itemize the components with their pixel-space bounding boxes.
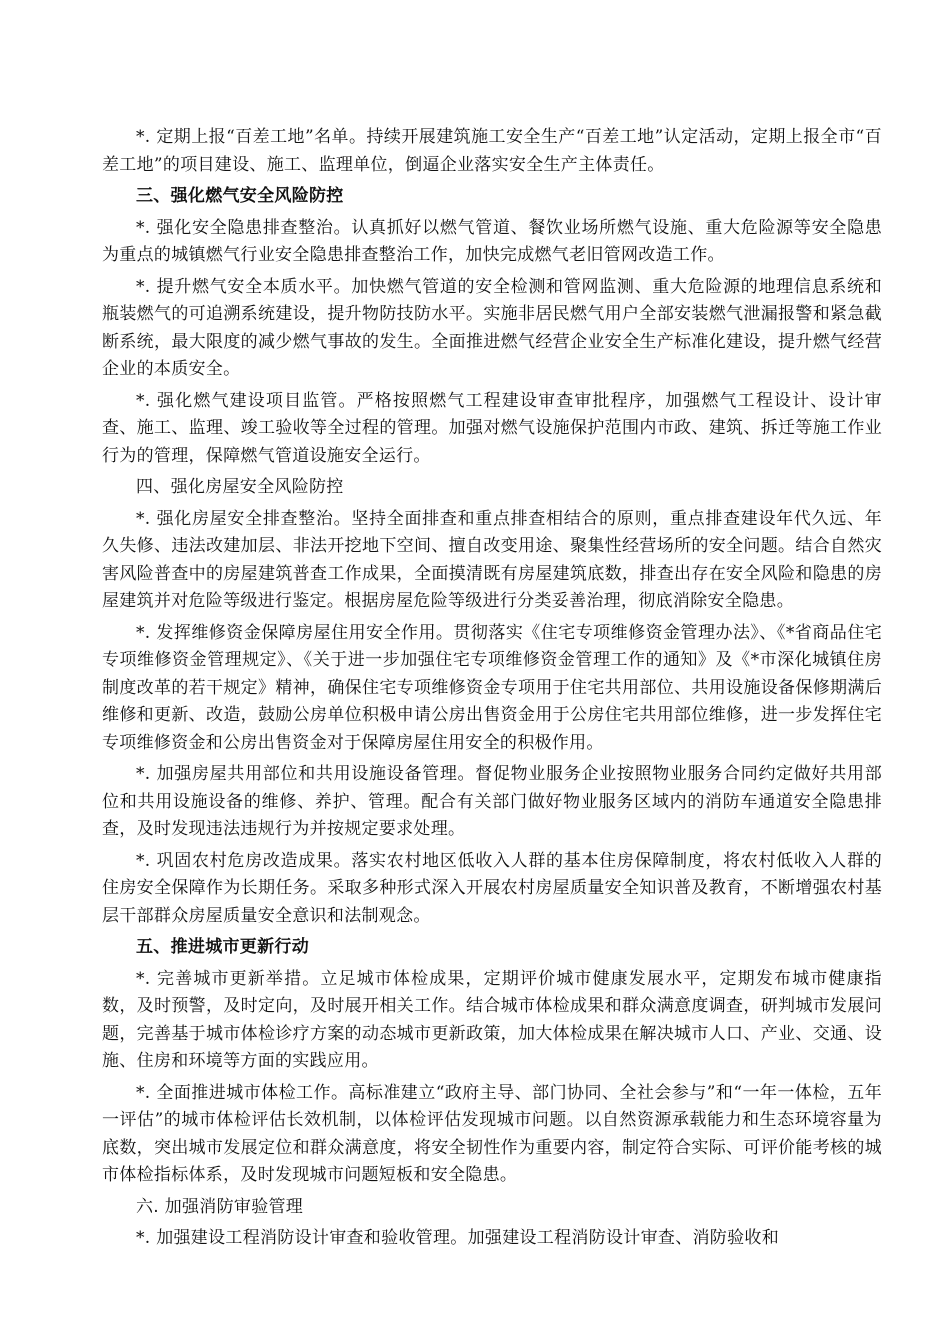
- section-heading-fire-review: 六. 加强消防审验管理: [136, 1196, 304, 1217]
- paragraph-urban-renewal-measures: *. 完善城市更新举措。立足城市体检成果，定期评价城市健康发展水平，定期发布城市健康指数，及时预警，及时定向，及时展开相关工作。结合城市体检成果和群众满意度调查，研判城市发展问题，完善基于城市体检诊疗方案的动态城市更新政策，加大体检成果在解决城市人口、产业、交通、设施、住房和环境等方面的实践应用。: [102, 968, 882, 1071]
- paragraph-gas-project-supervision: *. 强化燃气建设项目监管。严格按照燃气工程建设审查审批程序，加强燃气工程设计、设计审查、施工、监理、竣工验收等全过程的管理。加强对燃气设施保护范围内市政、建筑、拆迁等施工作业行为的管理，保障燃气管道设施安全运行。: [102, 390, 882, 466]
- paragraph-bad-sites-list: *. 定期上报“百差工地”名单。持续开展建筑施工安全生产“百差工地”认定活动，定期上报全市“百差工地”的项目建设、施工、监理单位，倒逼企业落实安全生产主体责任。: [102, 127, 882, 175]
- section-heading-gas-safety: 三、强化燃气安全风险防控: [136, 186, 344, 206]
- paragraph-fire-design-review: *. 加强建设工程消防设计审查和验收管理。加强建设工程消防设计审查、消防验收和: [136, 1228, 780, 1248]
- paragraph-housing-inspection: *. 强化房屋安全排查整治。坚持全面排查和重点排查相结合的原则，重点排查建设年代久远、年久失修、违法改建加层、非法开挖地下空间、擅自改变用途、聚集性经营场所的安全问题。结合自然灾害风险普查中的房屋建筑普查工作成果，全面摸清既有房屋建筑底数，排查出存在安全风险和隐患的房屋建筑并对危险等级进行鉴定。根据房屋危险等级进行分类妥善治理，彻底消除安全隐患。: [102, 508, 882, 611]
- paragraph-common-facilities: *. 加强房屋共用部位和共用设施设备管理。督促物业服务企业按照物业服务合同约定做好共用部位和共用设施设备的维修、养护、管理。配合有关部门做好物业服务区域内的消防车通道安全隐患排查，及时发现违法违规行为并按规定要求处理。: [102, 764, 882, 839]
- paragraph-rural-housing: *. 巩固农村危房改造成果。落实农村地区低收入人群的基本住房保障制度，将农村低收入人群的住房安全保障作为长期任务。采取多种形式深入开展农村房屋质量安全知识普及教育，不断增强农村基层干部群众房屋质量安全意识和法制观念。: [102, 850, 882, 926]
- paragraph-gas-hazard-inspection: *. 强化安全隐患排查整治。认真抓好以燃气管道、餐饮业场所燃气设施、重大危险源等安全隐患为重点的城镇燃气行业安全隐患排查整治工作，加快完成燃气老旧管网改造工作。: [102, 217, 882, 265]
- document-body: [102, 124, 882, 1257]
- section-heading-housing-safety: 四、强化房屋安全风险防控: [136, 477, 344, 497]
- paragraph-gas-intrinsic-safety: *. 提升燃气安全本质水平。加快燃气管道的安全检测和管网监测、重大危险源的地理信息系统和瓶装燃气的可追溯系统建设，提升物防技防水平。实施非居民燃气用户全部安装燃气泄漏报警和紧急截断系统，最大限度的减少燃气事故的发生。全面推进燃气经营企业安全生产标准化建设，提升燃气经营企业的本质安全。: [102, 276, 882, 379]
- paragraph-maintenance-funds: *. 发挥维修资金保障房屋住用安全作用。贯彻落实《住宅专项维修资金管理办法》、《*省商品住宅专项维修资金管理规定》、《关于进一步加强住宅专项维修资金管理工作的通知》及《*市深化城镇住房制度改革的若干规定》精神，确保住宅专项维修资金专项用于住宅共用部位、共用设施设备保修期满后维修和更新、改造，鼓励公房单位积极申请公房出售资金用于公房住宅共用部位维修，进一步发挥住宅专项维修资金和公房出售资金对于保障房屋住用安全的积极作用。: [102, 622, 882, 753]
- paragraph-city-checkup: *. 全面推进城市体检工作。高标准建立“政府主导、部门协同、全社会参与”和“一年一体检，五年一评估”的城市体检评估长效机制，以体检评估发现城市问题。以自然资源承载能力和生态环境容量为底数，突出城市发展定位和群众满意度，将安全韧性作为重要内容，制定符合实际、可评价能考核的城市体检指标体系，及时发现城市问题短板和安全隐患。: [102, 1082, 882, 1185]
- section-heading-urban-renewal: 五、推进城市更新行动: [136, 937, 309, 957]
